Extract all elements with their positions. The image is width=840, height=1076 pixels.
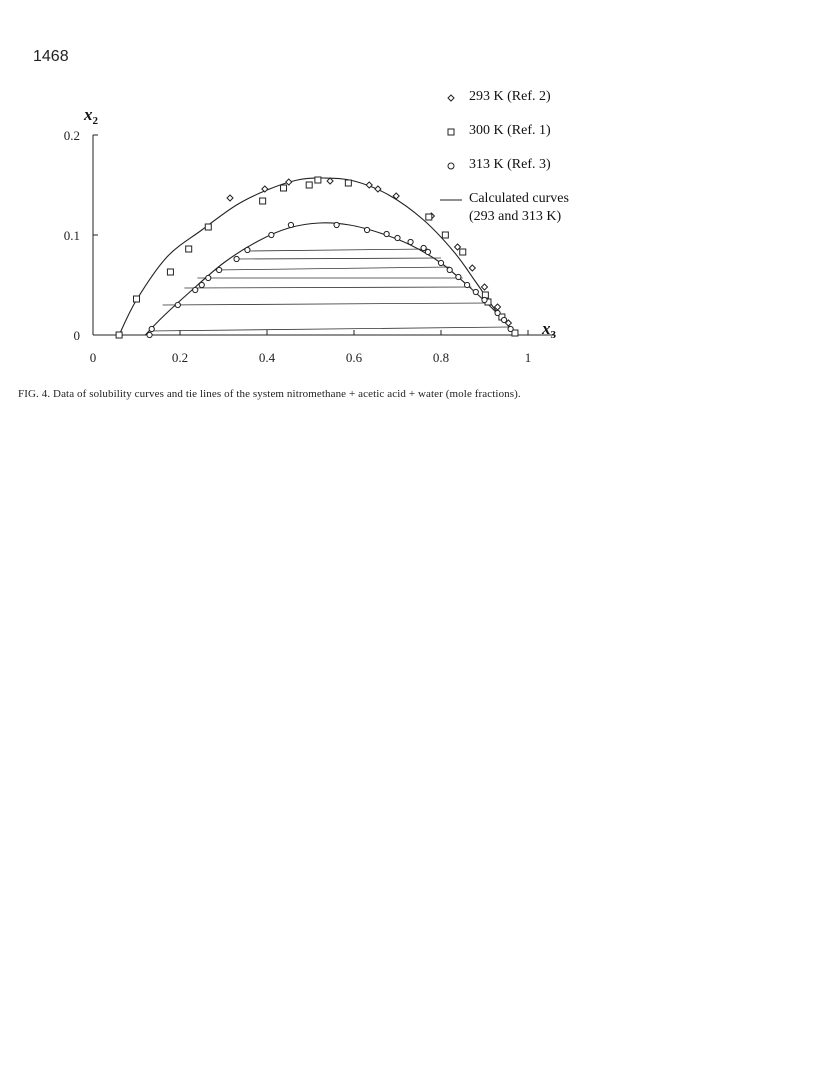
circle-point <box>384 231 389 236</box>
legend-label-313k: 313 K (Ref. 3) <box>469 157 551 172</box>
circle-point <box>149 326 154 331</box>
diamond-point <box>327 178 333 184</box>
chart-legend <box>440 88 680 224</box>
circle-point <box>421 245 426 250</box>
circle-point <box>465 282 470 287</box>
circle-point <box>482 297 487 302</box>
circle-point <box>456 274 461 279</box>
square-point <box>460 249 466 255</box>
circle-point <box>447 267 452 272</box>
tie-line <box>163 303 489 305</box>
x-tick-label: 0.2 <box>171 350 189 365</box>
circle-point <box>193 287 198 292</box>
diamond-point <box>469 265 475 271</box>
page-number: 1468 <box>33 48 69 65</box>
y-tick-label: 0 <box>73 328 80 343</box>
circle-point <box>269 232 274 237</box>
circle-point <box>364 227 369 232</box>
figure-caption: FIG. 4. Data of solubility curves and tie lines of the system nitromethane + acetic acid + water (mole fractions). <box>18 388 521 400</box>
square-point <box>281 185 287 191</box>
circle-point <box>245 247 250 252</box>
legend-label-293k: 293 K (Ref. 2) <box>469 89 551 104</box>
diamond-point <box>482 284 488 290</box>
square-point <box>426 214 432 220</box>
diamond-marker-icon <box>440 92 462 104</box>
square-point <box>186 246 192 252</box>
circle-point <box>234 256 239 261</box>
circle-point <box>425 249 430 254</box>
tie-line <box>184 287 471 288</box>
y-tick-label: 0.1 <box>63 228 80 243</box>
legend-item-313k <box>440 156 680 190</box>
square-point <box>306 182 312 188</box>
circle-point <box>334 222 339 227</box>
square-point <box>116 332 122 338</box>
circle-point <box>438 260 443 265</box>
circle-point <box>508 326 513 331</box>
legend-item-calculated <box>440 190 680 224</box>
circle-point <box>199 282 204 287</box>
circle-point <box>408 239 413 244</box>
circle-point <box>288 222 293 227</box>
circle-point <box>175 302 180 307</box>
tie-line <box>237 258 441 259</box>
tie-line <box>250 249 428 251</box>
solubility-chart <box>0 0 840 380</box>
diamond-point <box>286 179 292 185</box>
x-tick-label: 0.8 <box>432 350 450 365</box>
legend-item-300k <box>440 122 680 156</box>
circle-point <box>206 275 211 280</box>
legend-item-293k <box>440 88 680 122</box>
circle-point <box>395 235 400 240</box>
square-point <box>315 177 321 183</box>
square-point <box>205 224 211 230</box>
square-marker-icon <box>440 126 462 138</box>
circle-point <box>473 289 478 294</box>
circle-point <box>495 310 500 315</box>
line-marker-icon <box>440 194 462 206</box>
x-tick-label: 1 <box>524 350 532 365</box>
diamond-point <box>227 195 233 201</box>
square-point <box>134 296 140 302</box>
legend-label-calculated: Calculated curves (293 and 313 K) <box>469 191 569 224</box>
tie-line <box>150 327 509 331</box>
circle-marker-icon <box>440 160 462 172</box>
diamond-point <box>262 186 268 192</box>
square-point <box>167 269 173 275</box>
circle-point <box>147 332 152 337</box>
tie-lines <box>150 249 509 331</box>
square-point <box>260 198 266 204</box>
x-tick-label: 0 <box>89 350 97 365</box>
x-axis-title: $x_3$ <box>542 319 556 341</box>
circle-point <box>501 317 506 322</box>
diamond-point <box>375 186 381 192</box>
circle-point <box>217 267 222 272</box>
square-point <box>442 232 448 238</box>
y-axis-title: $x_2$ <box>84 105 98 127</box>
y-tick-label: 0.2 <box>63 128 80 143</box>
square-point <box>345 180 351 186</box>
x-tick-label: 0.4 <box>258 350 276 365</box>
x-tick-label: 0.6 <box>345 350 363 365</box>
tie-line <box>215 267 450 270</box>
legend-label-300k: 300 K (Ref. 1) <box>469 123 551 138</box>
